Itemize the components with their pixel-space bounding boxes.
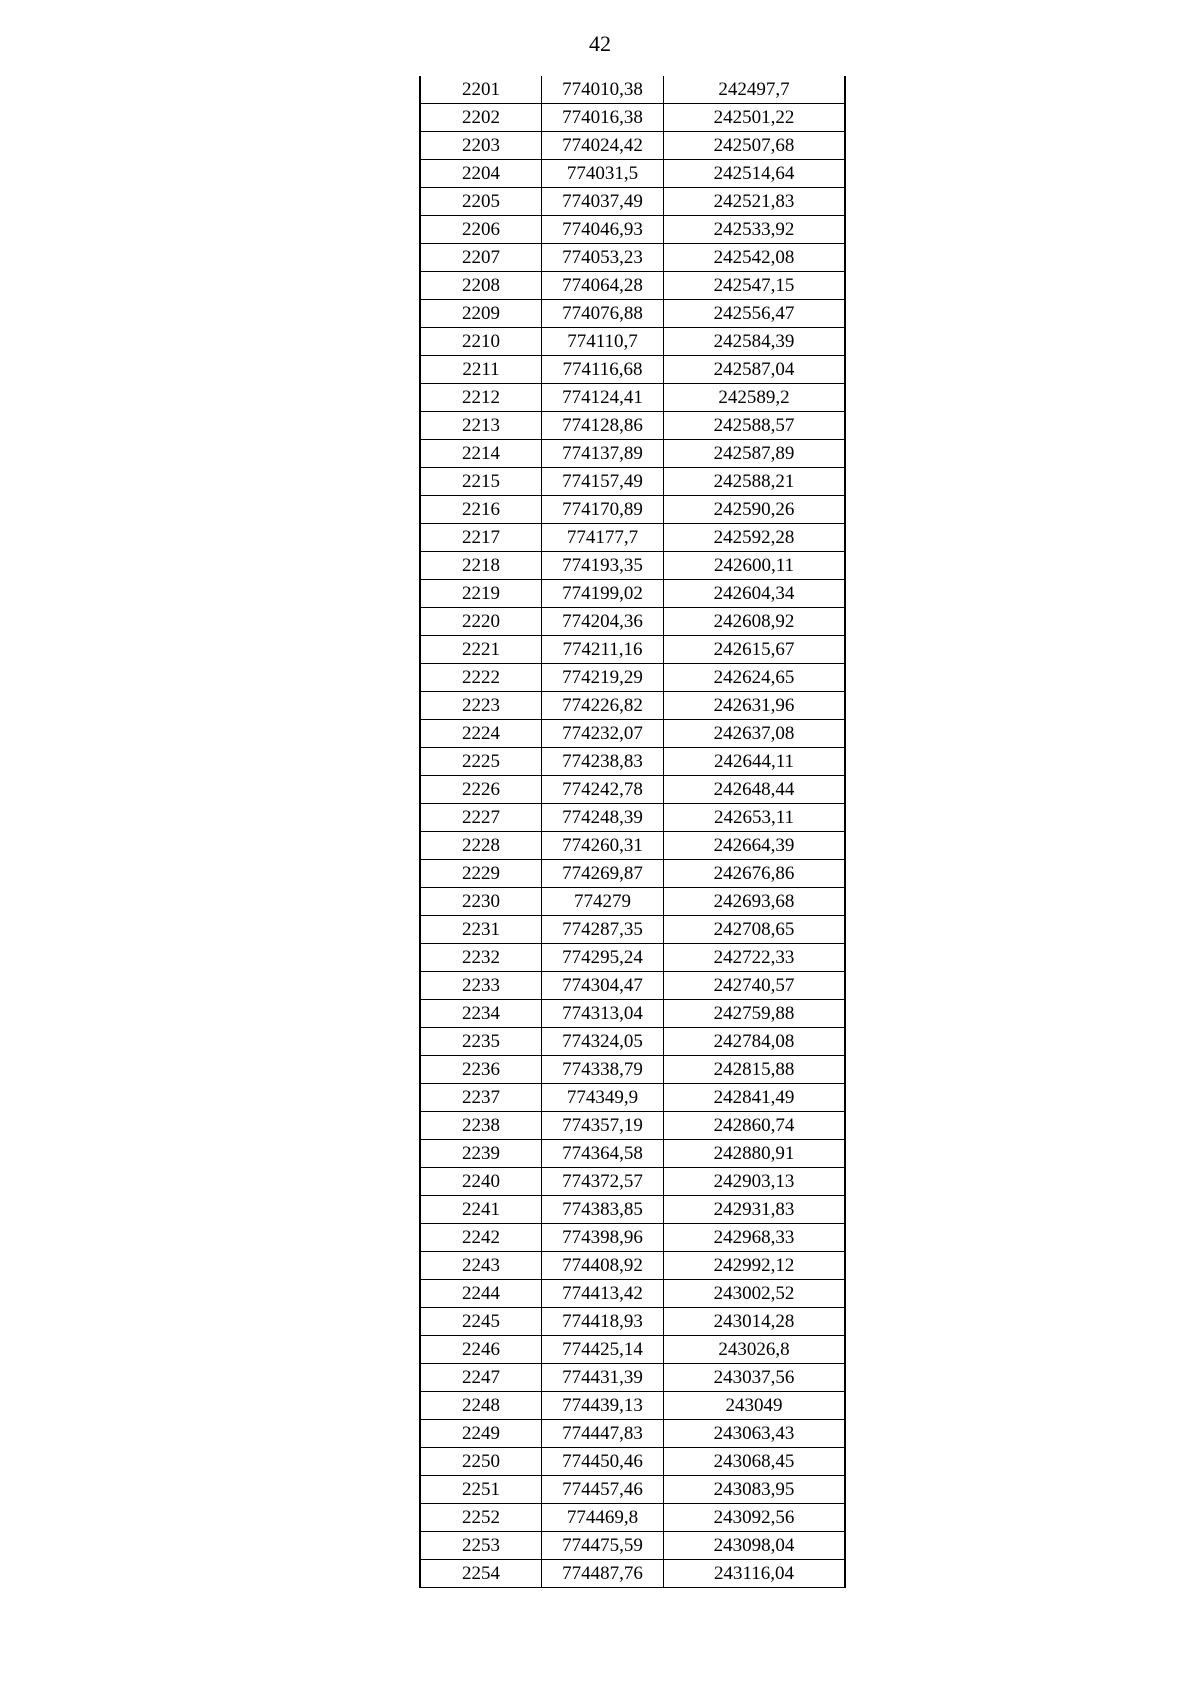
- y-coordinate-cell: 242521,83: [664, 188, 846, 216]
- table-row: [420, 384, 845, 412]
- y-coordinate-cell: 243068,45: [664, 1448, 846, 1476]
- point-number-cell: 2231: [420, 916, 542, 944]
- point-number-cell: 2244: [420, 1280, 542, 1308]
- y-coordinate-cell: 242880,91: [664, 1140, 846, 1168]
- point-number-cell: 2208: [420, 272, 542, 300]
- x-coordinate-cell: 774248,39: [542, 804, 664, 832]
- y-coordinate-cell: 242860,74: [664, 1112, 846, 1140]
- table-row: [420, 1168, 845, 1196]
- table-row: [420, 1364, 845, 1392]
- y-coordinate-cell: 242759,88: [664, 1000, 846, 1028]
- table-row: [420, 804, 845, 832]
- x-coordinate-cell: 774469,8: [542, 1504, 664, 1532]
- y-coordinate-cell: 243116,04: [664, 1560, 846, 1588]
- x-coordinate-cell: 774439,13: [542, 1392, 664, 1420]
- x-coordinate-cell: 774193,35: [542, 552, 664, 580]
- table-row: [420, 440, 845, 468]
- table-row: [420, 1560, 845, 1588]
- y-coordinate-cell: 242740,57: [664, 972, 846, 1000]
- point-number-cell: 2226: [420, 776, 542, 804]
- table-row: [420, 1420, 845, 1448]
- table-row: [420, 132, 845, 160]
- table-row: [420, 1476, 845, 1504]
- point-number-cell: 2215: [420, 468, 542, 496]
- x-coordinate-cell: 774295,24: [542, 944, 664, 972]
- x-coordinate-cell: 774487,76: [542, 1560, 664, 1588]
- x-coordinate-cell: 774383,85: [542, 1196, 664, 1224]
- table-row: [420, 720, 845, 748]
- table-row: [420, 636, 845, 664]
- x-coordinate-cell: 774324,05: [542, 1028, 664, 1056]
- x-coordinate-cell: 774211,16: [542, 636, 664, 664]
- point-number-cell: 2211: [420, 356, 542, 384]
- point-number-cell: 2234: [420, 1000, 542, 1028]
- point-number-cell: 2227: [420, 804, 542, 832]
- x-coordinate-cell: 774450,46: [542, 1448, 664, 1476]
- point-number-cell: 2253: [420, 1532, 542, 1560]
- y-coordinate-cell: 242533,92: [664, 216, 846, 244]
- point-number-cell: 2243: [420, 1252, 542, 1280]
- table-row: [420, 1504, 845, 1532]
- x-coordinate-cell: 774242,78: [542, 776, 664, 804]
- table-row: [420, 496, 845, 524]
- y-coordinate-cell: 243049: [664, 1392, 846, 1420]
- y-coordinate-cell: 242497,7: [664, 76, 846, 104]
- table-row: [420, 1112, 845, 1140]
- point-number-cell: 2254: [420, 1560, 542, 1588]
- y-coordinate-cell: 242815,88: [664, 1056, 846, 1084]
- coordinates-table: [419, 76, 846, 1588]
- x-coordinate-cell: 774157,49: [542, 468, 664, 496]
- table-row: [420, 244, 845, 272]
- point-number-cell: 2225: [420, 748, 542, 776]
- x-coordinate-cell: 774357,19: [542, 1112, 664, 1140]
- point-number-cell: 2242: [420, 1224, 542, 1252]
- y-coordinate-cell: 242644,11: [664, 748, 846, 776]
- y-coordinate-cell: 242624,65: [664, 664, 846, 692]
- table-row: [420, 468, 845, 496]
- table-row: [420, 272, 845, 300]
- x-coordinate-cell: 774431,39: [542, 1364, 664, 1392]
- table-row: [420, 188, 845, 216]
- y-coordinate-cell: 242587,89: [664, 440, 846, 468]
- table-row: [420, 1448, 845, 1476]
- x-coordinate-cell: 774219,29: [542, 664, 664, 692]
- point-number-cell: 2207: [420, 244, 542, 272]
- point-number-cell: 2218: [420, 552, 542, 580]
- y-coordinate-cell: 243063,43: [664, 1420, 846, 1448]
- table-row: [420, 552, 845, 580]
- y-coordinate-cell: 242514,64: [664, 160, 846, 188]
- point-number-cell: 2219: [420, 580, 542, 608]
- x-coordinate-cell: 774076,88: [542, 300, 664, 328]
- y-coordinate-cell: 242588,57: [664, 412, 846, 440]
- y-coordinate-cell: 242608,92: [664, 608, 846, 636]
- x-coordinate-cell: 774349,9: [542, 1084, 664, 1112]
- point-number-cell: 2241: [420, 1196, 542, 1224]
- point-number-cell: 2235: [420, 1028, 542, 1056]
- point-number-cell: 2248: [420, 1392, 542, 1420]
- x-coordinate-cell: 774457,46: [542, 1476, 664, 1504]
- x-coordinate-cell: 774046,93: [542, 216, 664, 244]
- point-number-cell: 2202: [420, 104, 542, 132]
- point-number-cell: 2239: [420, 1140, 542, 1168]
- y-coordinate-cell: 242693,68: [664, 888, 846, 916]
- x-coordinate-cell: 774338,79: [542, 1056, 664, 1084]
- x-coordinate-cell: 774199,02: [542, 580, 664, 608]
- table-row: [420, 608, 845, 636]
- y-coordinate-cell: 243014,28: [664, 1308, 846, 1336]
- y-coordinate-cell: 242931,83: [664, 1196, 846, 1224]
- table-row: [420, 1140, 845, 1168]
- x-coordinate-cell: 774260,31: [542, 832, 664, 860]
- x-coordinate-cell: 774010,38: [542, 76, 664, 104]
- point-number-cell: 2205: [420, 188, 542, 216]
- table-row: [420, 1280, 845, 1308]
- y-coordinate-cell: 242501,22: [664, 104, 846, 132]
- table-row: [420, 328, 845, 356]
- point-number-cell: 2222: [420, 664, 542, 692]
- table-row: [420, 300, 845, 328]
- table-row: [420, 692, 845, 720]
- table-row: [420, 776, 845, 804]
- x-coordinate-cell: 774204,36: [542, 608, 664, 636]
- y-coordinate-cell: 242556,47: [664, 300, 846, 328]
- y-coordinate-cell: 242903,13: [664, 1168, 846, 1196]
- table-row: [420, 1028, 845, 1056]
- x-coordinate-cell: 774238,83: [542, 748, 664, 776]
- table-row: [420, 832, 845, 860]
- y-coordinate-cell: 242592,28: [664, 524, 846, 552]
- table-row: [420, 412, 845, 440]
- point-number-cell: 2237: [420, 1084, 542, 1112]
- point-number-cell: 2233: [420, 972, 542, 1000]
- y-coordinate-cell: 242584,39: [664, 328, 846, 356]
- table-row: [420, 1532, 845, 1560]
- table-row: [420, 664, 845, 692]
- x-coordinate-cell: 774177,7: [542, 524, 664, 552]
- x-coordinate-cell: 774137,89: [542, 440, 664, 468]
- x-coordinate-cell: 774128,86: [542, 412, 664, 440]
- x-coordinate-cell: 774170,89: [542, 496, 664, 524]
- y-coordinate-cell: 242664,39: [664, 832, 846, 860]
- y-coordinate-cell: 242600,11: [664, 552, 846, 580]
- point-number-cell: 2217: [420, 524, 542, 552]
- table-row: [420, 860, 845, 888]
- point-number-cell: 2249: [420, 1420, 542, 1448]
- point-number-cell: 2210: [420, 328, 542, 356]
- x-coordinate-cell: 774016,38: [542, 104, 664, 132]
- table-row: [420, 160, 845, 188]
- x-coordinate-cell: 774425,14: [542, 1336, 664, 1364]
- y-coordinate-cell: 242507,68: [664, 132, 846, 160]
- table-row: [420, 104, 845, 132]
- table-row: [420, 1196, 845, 1224]
- y-coordinate-cell: 242615,67: [664, 636, 846, 664]
- y-coordinate-cell: 242784,08: [664, 1028, 846, 1056]
- point-number-cell: 2209: [420, 300, 542, 328]
- y-coordinate-cell: 242968,33: [664, 1224, 846, 1252]
- x-coordinate-cell: 774408,92: [542, 1252, 664, 1280]
- table-row: [420, 888, 845, 916]
- table-row: [420, 748, 845, 776]
- y-coordinate-cell: 242637,08: [664, 720, 846, 748]
- table-row: [420, 916, 845, 944]
- point-number-cell: 2223: [420, 692, 542, 720]
- point-number-cell: 2221: [420, 636, 542, 664]
- x-coordinate-cell: 774116,68: [542, 356, 664, 384]
- y-coordinate-cell: 242676,86: [664, 860, 846, 888]
- table-row: [420, 944, 845, 972]
- table-row: [420, 1000, 845, 1028]
- point-number-cell: 2238: [420, 1112, 542, 1140]
- point-number-cell: 2228: [420, 832, 542, 860]
- x-coordinate-cell: 774398,96: [542, 1224, 664, 1252]
- x-coordinate-cell: 774279: [542, 888, 664, 916]
- table-row: [420, 76, 845, 104]
- table-row: [420, 580, 845, 608]
- table-row: [420, 524, 845, 552]
- point-number-cell: 2224: [420, 720, 542, 748]
- coordinates-table-body: [420, 76, 845, 1588]
- y-coordinate-cell: 242588,21: [664, 468, 846, 496]
- point-number-cell: 2204: [420, 160, 542, 188]
- y-coordinate-cell: 242841,49: [664, 1084, 846, 1112]
- y-coordinate-cell: 242542,08: [664, 244, 846, 272]
- point-number-cell: 2212: [420, 384, 542, 412]
- point-number-cell: 2206: [420, 216, 542, 244]
- y-coordinate-cell: 243002,52: [664, 1280, 846, 1308]
- y-coordinate-cell: 243026,8: [664, 1336, 846, 1364]
- table-row: [420, 972, 845, 1000]
- y-coordinate-cell: 242708,65: [664, 916, 846, 944]
- x-coordinate-cell: 774418,93: [542, 1308, 664, 1336]
- x-coordinate-cell: 774232,07: [542, 720, 664, 748]
- x-coordinate-cell: 774024,42: [542, 132, 664, 160]
- x-coordinate-cell: 774475,59: [542, 1532, 664, 1560]
- x-coordinate-cell: 774037,49: [542, 188, 664, 216]
- point-number-cell: 2236: [420, 1056, 542, 1084]
- point-number-cell: 2250: [420, 1448, 542, 1476]
- y-coordinate-cell: 242590,26: [664, 496, 846, 524]
- point-number-cell: 2246: [420, 1336, 542, 1364]
- point-number-cell: 2232: [420, 944, 542, 972]
- x-coordinate-cell: 774226,82: [542, 692, 664, 720]
- table-row: [420, 1056, 845, 1084]
- table-row: [420, 1308, 845, 1336]
- y-coordinate-cell: 242653,11: [664, 804, 846, 832]
- y-coordinate-cell: 243098,04: [664, 1532, 846, 1560]
- x-coordinate-cell: 774447,83: [542, 1420, 664, 1448]
- point-number-cell: 2220: [420, 608, 542, 636]
- table-row: [420, 1084, 845, 1112]
- y-coordinate-cell: 243083,95: [664, 1476, 846, 1504]
- x-coordinate-cell: 774304,47: [542, 972, 664, 1000]
- x-coordinate-cell: 774364,58: [542, 1140, 664, 1168]
- point-number-cell: 2216: [420, 496, 542, 524]
- x-coordinate-cell: 774053,23: [542, 244, 664, 272]
- y-coordinate-cell: 243037,56: [664, 1364, 846, 1392]
- table-row: [420, 1252, 845, 1280]
- point-number-cell: 2252: [420, 1504, 542, 1532]
- point-number-cell: 2201: [420, 76, 542, 104]
- y-coordinate-cell: 242547,15: [664, 272, 846, 300]
- table-row: [420, 216, 845, 244]
- table-row: [420, 1336, 845, 1364]
- point-number-cell: 2229: [420, 860, 542, 888]
- point-number-cell: 2247: [420, 1364, 542, 1392]
- x-coordinate-cell: 774413,42: [542, 1280, 664, 1308]
- point-number-cell: 2245: [420, 1308, 542, 1336]
- y-coordinate-cell: 242589,2: [664, 384, 846, 412]
- x-coordinate-cell: 774269,87: [542, 860, 664, 888]
- point-number-cell: 2240: [420, 1168, 542, 1196]
- x-coordinate-cell: 774031,5: [542, 160, 664, 188]
- table-row: [420, 1392, 845, 1420]
- x-coordinate-cell: 774313,04: [542, 1000, 664, 1028]
- point-number-cell: 2203: [420, 132, 542, 160]
- table-row: [420, 356, 845, 384]
- point-number-cell: 2230: [420, 888, 542, 916]
- point-number-cell: 2213: [420, 412, 542, 440]
- y-coordinate-cell: 242631,96: [664, 692, 846, 720]
- page-number: 42: [589, 31, 611, 56]
- y-coordinate-cell: 242722,33: [664, 944, 846, 972]
- y-coordinate-cell: 243092,56: [664, 1504, 846, 1532]
- x-coordinate-cell: 774372,57: [542, 1168, 664, 1196]
- x-coordinate-cell: 774064,28: [542, 272, 664, 300]
- y-coordinate-cell: 242604,34: [664, 580, 846, 608]
- y-coordinate-cell: 242587,04: [664, 356, 846, 384]
- y-coordinate-cell: 242648,44: [664, 776, 846, 804]
- table-row: [420, 1224, 845, 1252]
- x-coordinate-cell: 774124,41: [542, 384, 664, 412]
- x-coordinate-cell: 774287,35: [542, 916, 664, 944]
- y-coordinate-cell: 242992,12: [664, 1252, 846, 1280]
- point-number-cell: 2251: [420, 1476, 542, 1504]
- point-number-cell: 2214: [420, 440, 542, 468]
- x-coordinate-cell: 774110,7: [542, 328, 664, 356]
